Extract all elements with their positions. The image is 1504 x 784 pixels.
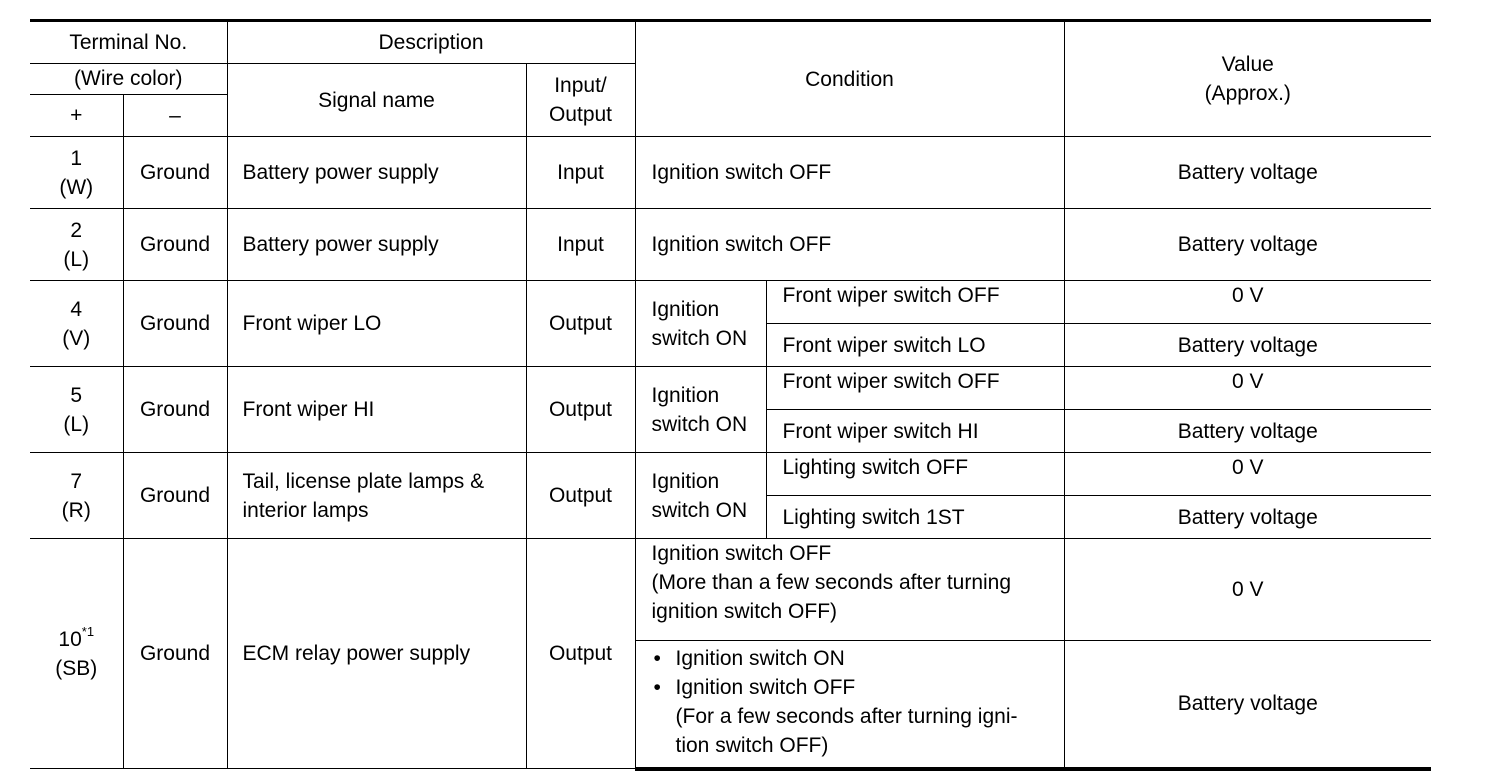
condition-bullet-item: • Ignition switch OFF (652, 673, 1064, 702)
table-row (30, 539, 1431, 641)
plus-header (30, 95, 123, 137)
signal-name-line-2: interior lamps (242, 498, 369, 522)
terminal-number: 5 (70, 383, 83, 407)
io-cell: Output (526, 453, 635, 539)
wire-color: (L) (63, 247, 90, 271)
condition-main-line-1: Ignition (651, 297, 720, 321)
table-row (30, 137, 1431, 209)
terminal-no-header (30, 21, 227, 64)
wire-color: (L) (63, 412, 90, 436)
io-label-1: Input/ (554, 74, 607, 97)
condition-bullet-list (652, 644, 1064, 702)
signal-name-line-1: Tail, license plate lamps & (242, 469, 485, 493)
ground-cell: Ground (123, 539, 227, 769)
condition-sub-cell: Front wiper switch OFF (766, 367, 1064, 410)
terminal-table-container (30, 19, 1431, 771)
condition-cell (635, 539, 1064, 641)
terminal-number: 7 (70, 469, 83, 493)
wire-color: (SB) (55, 656, 98, 680)
value-header (1064, 21, 1431, 137)
condition-line-2: (More than a few seconds after turning (651, 571, 1012, 594)
signal-name-header (227, 64, 526, 137)
condition-main-line-1: Ignition (651, 469, 720, 493)
table-row (30, 367, 1431, 410)
minus-header (123, 95, 227, 137)
minus-label: – (169, 104, 181, 127)
terminal-cell (30, 209, 123, 281)
footnote-marker: *1 (81, 623, 95, 639)
condition-cell (635, 641, 1064, 769)
terminal-no-label: Terminal No. (69, 31, 188, 54)
signal-name-cell (227, 453, 526, 539)
terminal-cell (30, 539, 123, 769)
condition-main-cell (635, 453, 766, 539)
value-label: Value (1221, 53, 1274, 76)
ground-cell: Ground (123, 209, 227, 281)
condition-cell: Ignition switch OFF (635, 209, 1064, 281)
wire-color: (W) (59, 175, 94, 199)
ground-cell: Ground (123, 453, 227, 539)
description-header (227, 21, 635, 64)
terminal-cell (30, 367, 123, 453)
terminal-number: 2 (70, 218, 83, 242)
description-label: Description (378, 31, 484, 54)
condition-sub-cell: Front wiper switch OFF (766, 281, 1064, 324)
io-label-2: Output (548, 103, 613, 126)
ground-cell: Ground (123, 367, 227, 453)
io-cell: Input (526, 209, 635, 281)
condition-label: Condition (805, 67, 894, 91)
terminal-number: 4 (70, 297, 83, 321)
condition-header (635, 21, 1064, 137)
terminal-spec-table (30, 19, 1431, 771)
table-row (30, 209, 1431, 281)
terminal-number-line (30, 625, 123, 654)
wire-color-label: (Wire color) (74, 67, 183, 90)
condition-main-line-2: switch ON (651, 326, 748, 350)
wire-color: (V) (62, 326, 91, 350)
condition-line-3: ignition switch OFF) (651, 600, 838, 623)
value-approx-label: (Approx.) (1204, 82, 1291, 105)
condition-main-line-1: Ignition (651, 383, 720, 407)
value-cell: 0 V (1064, 453, 1431, 496)
condition-main-cell (635, 367, 766, 453)
condition-note-line-2: tion switch OFF) (675, 734, 829, 757)
condition-note-line-1: (For a few seconds after turning igni- (675, 705, 1018, 728)
ground-cell: Ground (123, 137, 227, 209)
value-cell: Battery voltage (1064, 641, 1431, 769)
terminal-number: 1 (70, 146, 83, 170)
signal-name-label: Signal name (318, 88, 435, 112)
value-cell: Battery voltage (1064, 209, 1431, 281)
header-row-1 (30, 21, 1431, 64)
wire-color-header (30, 64, 227, 95)
condition-bullet-item: • Ignition switch ON (652, 644, 1064, 673)
io-cell: Input (526, 137, 635, 209)
ground-cell: Ground (123, 281, 227, 367)
value-cell: Battery voltage (1064, 137, 1431, 209)
condition-sub-cell: Front wiper switch HI (766, 410, 1064, 453)
value-cell: 0 V (1064, 367, 1431, 410)
condition-main-cell (635, 281, 766, 367)
signal-name-cell: ECM relay power supply (227, 539, 526, 769)
condition-sub-cell: Front wiper switch LO (766, 324, 1064, 367)
table-row (30, 281, 1431, 324)
terminal-cell (30, 137, 123, 209)
signal-name-cell: Battery power supply (227, 209, 526, 281)
condition-sub-cell: Lighting switch OFF (766, 453, 1064, 496)
condition-main-line-2: switch ON (651, 412, 748, 436)
terminal-cell (30, 281, 123, 367)
wire-color: (R) (61, 498, 91, 522)
condition-sub-cell: Lighting switch 1ST (766, 496, 1064, 539)
signal-name-cell: Front wiper LO (227, 281, 526, 367)
io-cell: Output (526, 281, 635, 367)
value-cell: 0 V (1064, 539, 1431, 641)
value-cell: Battery voltage (1064, 324, 1431, 367)
condition-cell: Ignition switch OFF (635, 137, 1064, 209)
condition-main-line-2: switch ON (651, 498, 748, 522)
value-cell: 0 V (1064, 281, 1431, 324)
terminal-cell (30, 453, 123, 539)
io-cell: Output (526, 539, 635, 769)
table-row (30, 453, 1431, 496)
value-cell: Battery voltage (1064, 496, 1431, 539)
terminal-number: 10 (58, 627, 82, 651)
io-cell: Output (526, 367, 635, 453)
io-header (526, 64, 635, 137)
value-cell: Battery voltage (1064, 410, 1431, 453)
signal-name-cell: Battery power supply (227, 137, 526, 209)
signal-name-cell: Front wiper HI (227, 367, 526, 453)
condition-line-1: Ignition switch OFF (651, 542, 832, 565)
plus-label: + (70, 104, 83, 127)
